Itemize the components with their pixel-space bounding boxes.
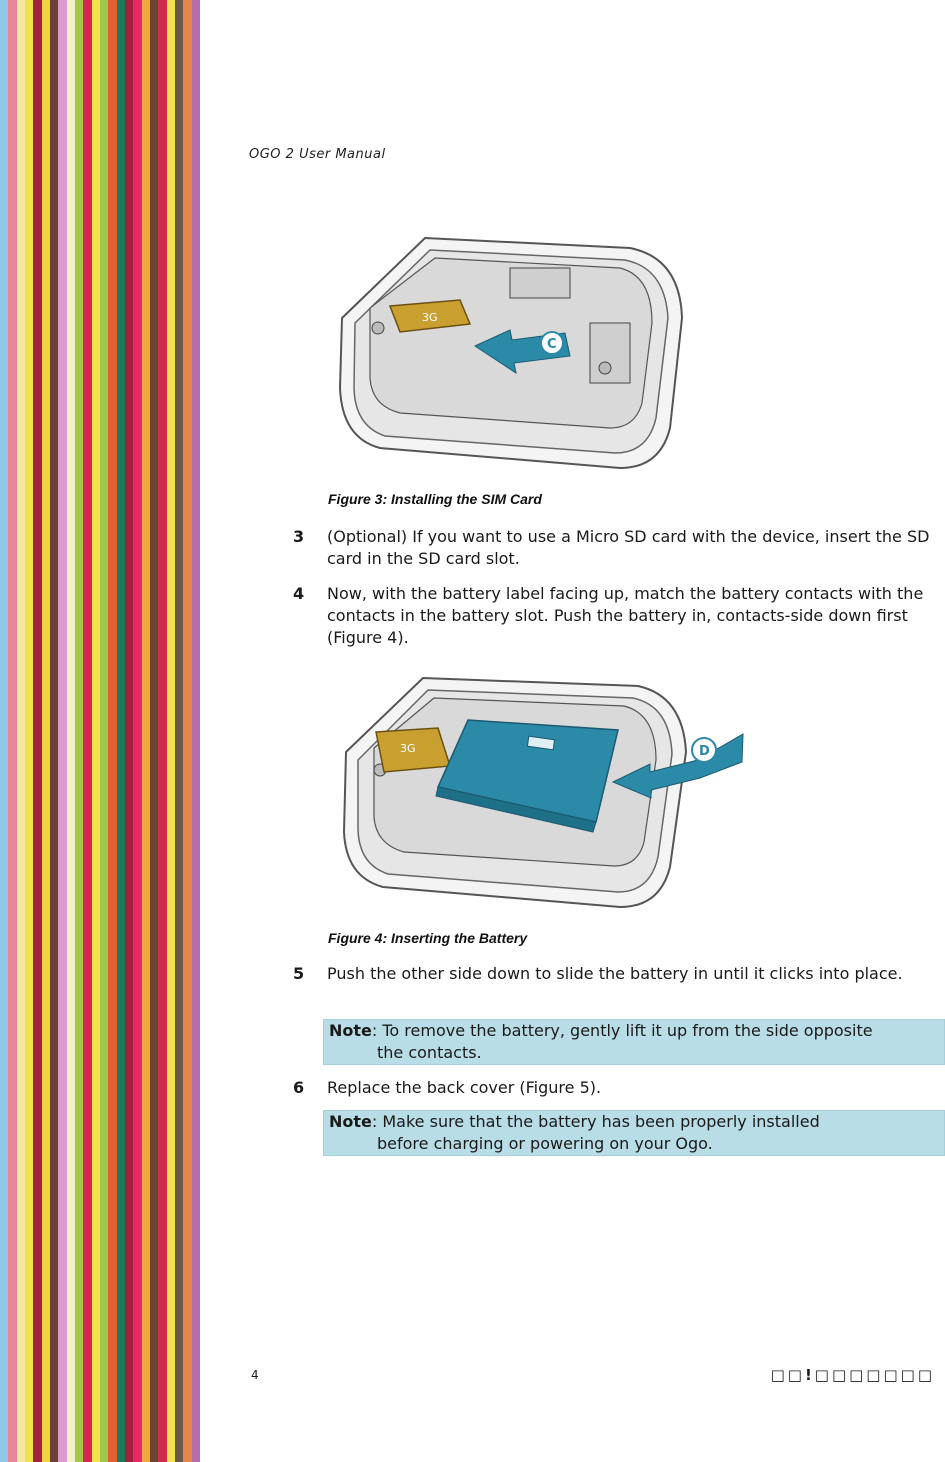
step-6 [293, 1077, 945, 1099]
figure-4-caption: Figure 4: Inserting the Battery [328, 930, 528, 946]
decorative-stripes [0, 0, 200, 1462]
note-battery-installed [323, 1110, 945, 1156]
sim-label: 3G [400, 742, 416, 755]
stripe [150, 0, 158, 1462]
stripe [142, 0, 150, 1462]
figure-4-battery-illustration [338, 672, 748, 914]
stripe [50, 0, 58, 1462]
step-4 [293, 583, 945, 649]
sim-label: 3G [422, 311, 438, 324]
step-number: 6 [293, 1078, 305, 1097]
stripe [58, 0, 66, 1462]
figure-3-sim-illustration [330, 228, 692, 476]
arrow-label: D [699, 744, 710, 759]
note-label: Note [329, 1112, 372, 1131]
stripe [25, 0, 33, 1462]
note-text-continued: the contacts. [377, 1043, 482, 1062]
step-3 [293, 526, 945, 570]
step-text: Replace the back cover (Figure 5). [327, 1078, 602, 1097]
stripe [108, 0, 116, 1462]
sim-card [376, 728, 450, 772]
stripe [83, 0, 91, 1462]
step-5 [293, 963, 945, 985]
stripe [0, 0, 8, 1462]
stripe [75, 0, 83, 1462]
note-remove-battery [323, 1019, 945, 1065]
step-number: 4 [293, 584, 305, 603]
note-text: : To remove the battery, gently lift it up from the side opposite [371, 1021, 873, 1040]
page-number: 4 [251, 1368, 259, 1382]
stripe [167, 0, 175, 1462]
stripe [100, 0, 108, 1462]
step-text: Push the other side down to slide the battery in until it clicks into place. [327, 964, 903, 983]
arrow-label: C [547, 337, 557, 352]
stripe [192, 0, 200, 1462]
stripe [125, 0, 133, 1462]
stripe [117, 0, 125, 1462]
stripe [133, 0, 141, 1462]
stripe [8, 0, 16, 1462]
stripe [92, 0, 100, 1462]
stripe [158, 0, 166, 1462]
footer-text: □□!□□□□□□□ [770, 1366, 935, 1384]
stripe [33, 0, 41, 1462]
step-text: (Optional) If you want to use a Micro SD card with the device, insert the SD card in the SD card slot. [327, 527, 930, 568]
stripe [175, 0, 183, 1462]
note-text-continued: before charging or powering on your Ogo. [377, 1134, 713, 1153]
figure-3-caption: Figure 3: Installing the SIM Card [328, 491, 542, 507]
stripe [67, 0, 75, 1462]
step-number: 5 [293, 964, 305, 983]
step-text: Now, with the battery label facing up, match the battery contacts with the contacts in the battery slot. Push the battery in, contacts-side down first (Figure 4). [327, 584, 924, 647]
note-text: : Make sure that the battery has been properly installed [371, 1112, 820, 1131]
stripe [42, 0, 50, 1462]
step-number: 3 [293, 527, 305, 546]
stripe [183, 0, 191, 1462]
stripe [17, 0, 25, 1462]
running-header: OGO 2 User Manual [249, 147, 386, 162]
note-label: Note [329, 1021, 372, 1040]
